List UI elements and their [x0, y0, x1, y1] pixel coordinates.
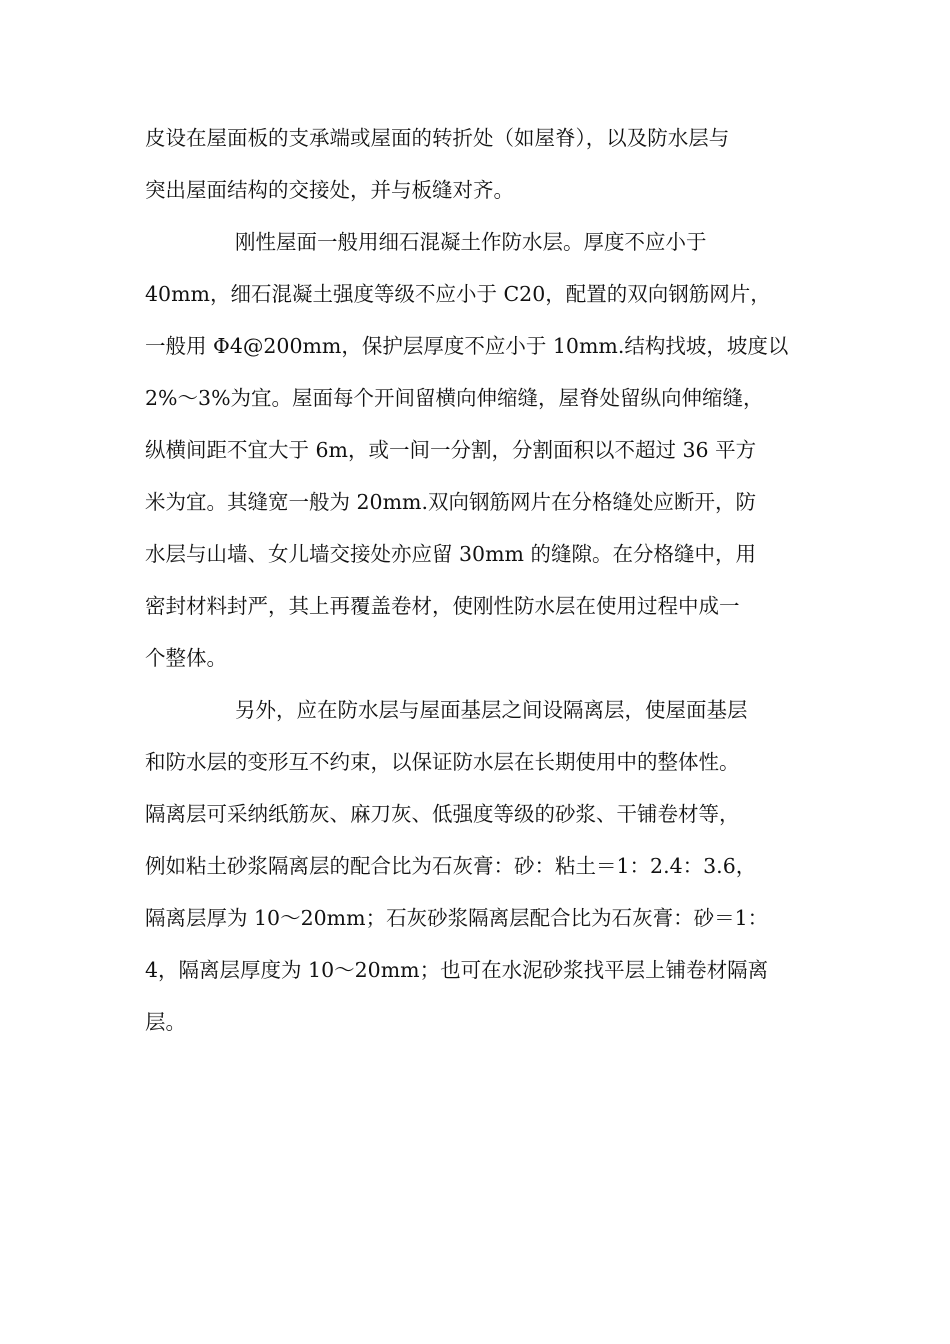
text-line: 隔离层可采纳纸筋灰、麻刀灰、低强度等级的砂浆、干铺卷材等，	[145, 802, 740, 826]
text-line-indented: 刚性屋面一般用细石混凝土作防水层。厚度不应小于	[235, 230, 707, 254]
text-line: 层。	[145, 1010, 186, 1034]
text-line-indented: 另外，应在防水层与屋面基层之间设隔离层，使屋面基层	[235, 698, 748, 722]
text-line: 4，隔离层厚度为 10～20mm；也可在水泥砂浆找平层上铺卷材隔离	[145, 958, 769, 982]
text-line: 一般用 Φ4@200mm，保护层厚度不应小于 10mm.结构找坡，坡度以	[145, 334, 789, 358]
text-line: 米为宜。其缝宽一般为 20mm.双向钢筋网片在分格缝处应断开，防	[145, 490, 756, 514]
text-line: 突出屋面结构的交接处，并与板缝对齐。	[145, 178, 514, 202]
text-line: 2%～3%为宜。屋面每个开间留横向伸缩缝，屋脊处留纵向伸缩缝，	[145, 386, 764, 410]
text-line: 纵横间距不宜大于 6m，或一间一分割，分割面积以不超过 36 平方	[145, 438, 757, 462]
text-line: 例如粘土砂浆隔离层的配合比为石灰膏：砂：粘土＝1：2.4：3.6，	[145, 854, 757, 878]
paragraph-1	[145, 112, 805, 216]
text-line: 40mm，细石混凝土强度等级不应小于 C20，配置的双向钢筋网片，	[145, 282, 771, 306]
document-body	[145, 112, 805, 1048]
paragraph-3	[145, 684, 805, 1048]
text-line: 水层与山墙、女儿墙交接处亦应留 30mm 的缝隙。在分格缝中，用	[145, 542, 756, 566]
text-line: 和防水层的变形互不约束，以保证防水层在长期使用中的整体性。	[145, 750, 740, 774]
text-line: 隔离层厚为 10～20mm；石灰砂浆隔离层配合比为石灰膏：砂＝1：	[145, 906, 769, 930]
text-line: 密封材料封严，其上再覆盖卷材，使刚性防水层在使用过程中成一	[145, 594, 740, 618]
text-line: 皮设在屋面板的支承端或屋面的转折处（如屋脊），以及防水层与	[145, 126, 730, 150]
text-line: 个整体。	[145, 646, 227, 670]
paragraph-2	[145, 216, 805, 684]
